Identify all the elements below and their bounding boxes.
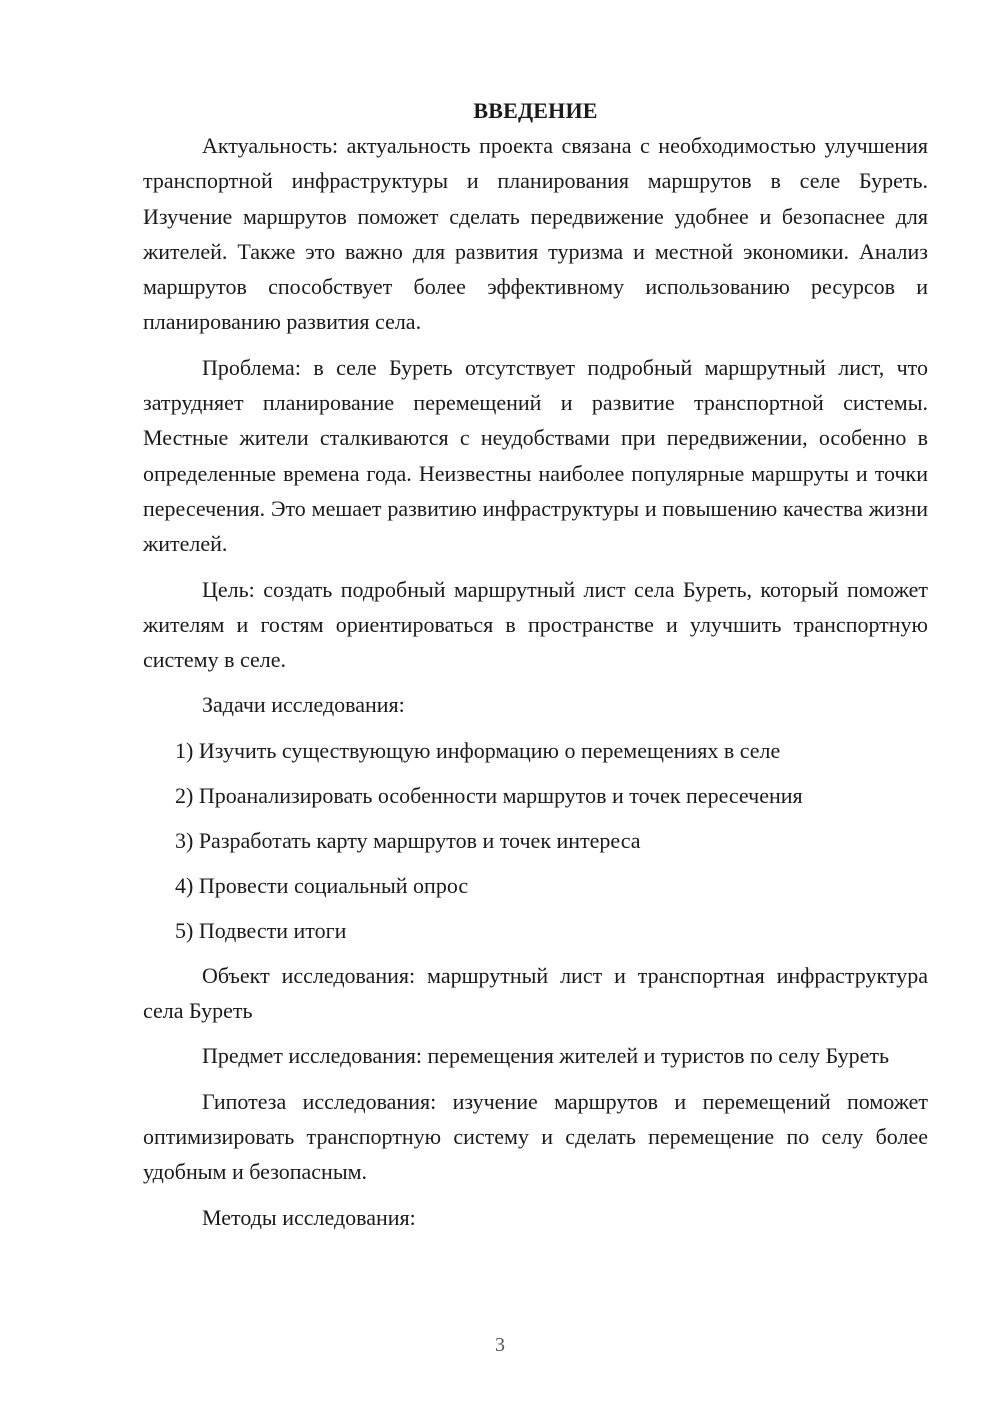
goal-paragraph: Цель: создать подробный маршрутный лист села Буреть, который поможет жителям и гостям ориентироваться в пространстве и улучшить транспортную систему в селе.: [143, 576, 928, 673]
list-item: 2) Проанализировать особенности маршрутов и точек пересечения: [175, 782, 803, 808]
page-number: 3: [495, 1334, 505, 1356]
subject-paragraph: Предмет исследования: перемещения жителей и туристов по селу Буреть: [202, 1043, 890, 1069]
tasks-heading: Задачи исследования:: [202, 692, 405, 718]
object-paragraph: Объект исследования: маршрутный лист и транспортная инфраструктура села Буреть: [143, 962, 928, 1024]
list-item: 1) Изучить существующую информацию о перемещениях в селе: [175, 737, 781, 763]
methods-heading: Методы исследования:: [202, 1204, 416, 1230]
tasks-list: [143, 733, 928, 948]
document-page: [143, 93, 928, 1235]
hypothesis-paragraph: Гипотеза исследования: изучение маршрутов и перемещений поможет оптимизировать транспортную систему и сделать перемещение по селу более удобным и безопасным.: [143, 1088, 928, 1185]
list-item: 3) Разработать карту маршрутов и точек интереса: [175, 827, 641, 853]
section-heading: ВВЕДЕНИЕ: [473, 98, 598, 123]
list-item: 4) Провести социальный опрос: [175, 872, 469, 898]
relevance-paragraph: Актуальность: актуальность проекта связана с необходимостью улучшения транспортной инфраструктуры и планирования маршрутов в селе Буреть. Изучение маршрутов поможет сделать передвижение удобнее и безопаснее для жителей. Также это важно для развития туризма и местной экономики. Анализ маршрутов способствует более эффективному использованию ресурсов и планированию развития села.: [143, 133, 928, 335]
list-item: 5) Подвести итоги: [175, 917, 347, 943]
problem-paragraph: Проблема: в селе Буреть отсутствует подробный маршрутный лист, что затрудняет планирование перемещений и развитие транспортной системы. Местные жители сталкиваются с неудобствами при передвижении, особенно в определенные времена года. Неизвестны наиболее популярные маршруты и точки пересечения. Это мешает развитию инфраструктуры и повышению качества жизни жителей.: [143, 354, 928, 557]
